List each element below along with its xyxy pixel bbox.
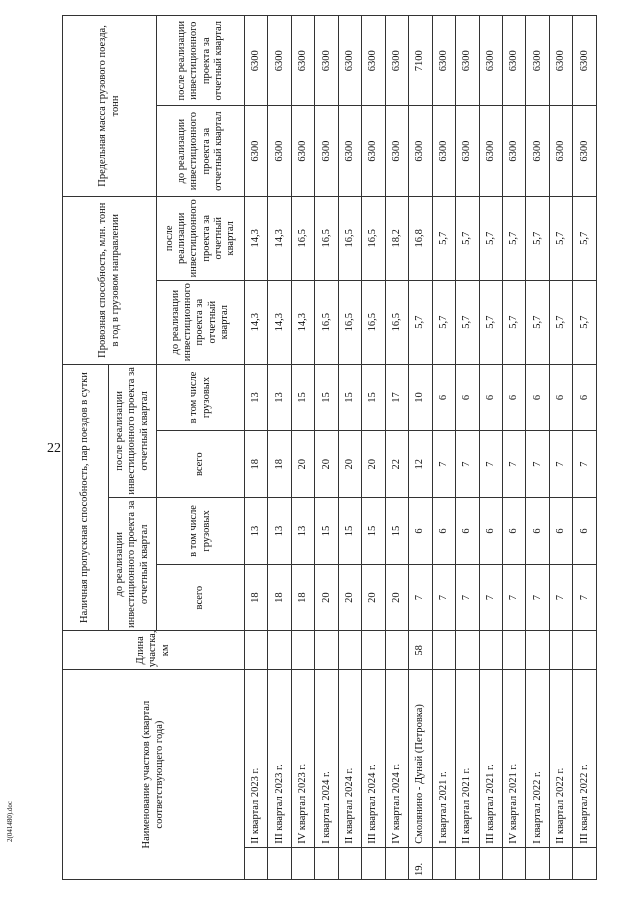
- row-carrying-after: 16,5: [291, 196, 314, 280]
- row-mass-after: 6300: [315, 16, 338, 106]
- row-after-freight: 6: [549, 364, 572, 431]
- row-after-total: 18: [268, 431, 291, 498]
- row-before-freight: 15: [362, 498, 385, 565]
- row-carrying-before: 5,7: [502, 280, 525, 364]
- row-after-freight: 15: [362, 364, 385, 431]
- row-mass-before: 6300: [573, 106, 597, 196]
- row-name: III квартал 2021 г.: [479, 670, 502, 848]
- row-after-freight: 6: [502, 364, 525, 431]
- row-length: 58: [409, 631, 432, 670]
- row-carrying-after: 5,7: [456, 196, 479, 280]
- table-row: [338, 16, 361, 880]
- row-name: III квартал 2023 г.: [268, 670, 291, 848]
- row-carrying-after: 5,7: [502, 196, 525, 280]
- header-after: после реализации инвестиционного проекта за отчетный квартал: [109, 364, 157, 497]
- row-mass-after: 7100: [409, 16, 432, 106]
- row-before-total: 20: [362, 564, 385, 631]
- row-before-total: 7: [456, 564, 479, 631]
- row-before-total: 20: [315, 564, 338, 631]
- row-before-total: 18: [291, 564, 314, 631]
- row-index: [315, 847, 338, 879]
- row-mass-before: 6300: [432, 106, 455, 196]
- table-row: [385, 16, 408, 880]
- row-length: [549, 631, 572, 670]
- row-index: [549, 847, 572, 879]
- row-carrying-before: 5,7: [479, 280, 502, 364]
- row-after-freight: 10: [409, 364, 432, 431]
- row-before-freight: 6: [479, 498, 502, 565]
- capacity-table: [62, 15, 597, 880]
- row-carrying-after: 5,7: [432, 196, 455, 280]
- row-length: [526, 631, 549, 670]
- row-after-total: 12: [409, 431, 432, 498]
- row-carrying-before: 14,3: [268, 280, 291, 364]
- row-after-total: 22: [385, 431, 408, 498]
- row-before-total: 18: [245, 564, 268, 631]
- row-after-freight: 6: [526, 364, 549, 431]
- row-mass-before: 6300: [549, 106, 572, 196]
- row-mass-before: 6300: [526, 106, 549, 196]
- row-mass-after: 6300: [245, 16, 268, 106]
- row-mass-after: 6300: [456, 16, 479, 106]
- row-before-freight: 6: [409, 498, 432, 565]
- row-index: [432, 847, 455, 879]
- row-name: III квартал 2022 г.: [573, 670, 597, 848]
- row-mass-after: 6300: [479, 16, 502, 106]
- row-mass-before: 6300: [362, 106, 385, 196]
- row-mass-before: 6300: [268, 106, 291, 196]
- row-length: [385, 631, 408, 670]
- row-after-freight: 6: [573, 364, 597, 431]
- row-name: I квартал 2024 г.: [315, 670, 338, 848]
- row-carrying-before: 5,7: [573, 280, 597, 364]
- row-after-total: 20: [315, 431, 338, 498]
- table-row: [456, 16, 479, 880]
- row-mass-after: 6300: [432, 16, 455, 106]
- header-mass-after: после реализации инвестиционного проекта за отчетный квартал: [157, 16, 245, 106]
- row-mass-after: 6300: [573, 16, 597, 106]
- header-length: Длина участка, км: [63, 631, 245, 670]
- row-name: II квартал 2022 г.: [549, 670, 572, 848]
- table-row: [526, 16, 549, 880]
- row-after-total: 7: [479, 431, 502, 498]
- table-row: [315, 16, 338, 880]
- row-carrying-after: 14,3: [268, 196, 291, 280]
- row-after-total: 7: [549, 431, 572, 498]
- row-name: Смолянино - Дунай (Петровка): [409, 670, 432, 848]
- row-after-freight: 13: [245, 364, 268, 431]
- row-name: IV квартал 2021 г.: [502, 670, 525, 848]
- row-name: II квартал 2023 г.: [245, 670, 268, 848]
- row-carrying-after: 5,7: [526, 196, 549, 280]
- row-before-freight: 15: [338, 498, 361, 565]
- row-mass-before: 6300: [479, 106, 502, 196]
- row-mass-after: 6300: [291, 16, 314, 106]
- row-length: [268, 631, 291, 670]
- row-before-total: 7: [526, 564, 549, 631]
- row-after-total: 7: [573, 431, 597, 498]
- table-row: [291, 16, 314, 880]
- table-row: [245, 16, 268, 880]
- row-index: [502, 847, 525, 879]
- row-carrying-before: 16,5: [338, 280, 361, 364]
- row-mass-after: 6300: [549, 16, 572, 106]
- row-name: II квартал 2024 г.: [338, 670, 361, 848]
- row-mass-after: 6300: [362, 16, 385, 106]
- row-index: [338, 847, 361, 879]
- row-carrying-after: 5,7: [479, 196, 502, 280]
- row-index: [526, 847, 549, 879]
- rotated-table-container: [62, 15, 597, 880]
- row-name: I квартал 2022 г.: [526, 670, 549, 848]
- row-after-freight: 17: [385, 364, 408, 431]
- table-row: [268, 16, 291, 880]
- row-index: [456, 847, 479, 879]
- footer-code: 2(041480).doc: [6, 800, 14, 842]
- row-mass-before: 6300: [456, 106, 479, 196]
- row-carrying-before: 5,7: [409, 280, 432, 364]
- row-length: [456, 631, 479, 670]
- row-before-total: 7: [479, 564, 502, 631]
- row-mass-before: 6300: [245, 106, 268, 196]
- row-before-freight: 13: [291, 498, 314, 565]
- row-mass-after: 6300: [385, 16, 408, 106]
- row-carrying-before: 5,7: [549, 280, 572, 364]
- row-before-freight: 15: [385, 498, 408, 565]
- row-carrying-after: 5,7: [573, 196, 597, 280]
- row-name: IV квартал 2024 г.: [385, 670, 408, 848]
- row-mass-before: 6300: [338, 106, 361, 196]
- row-index: [291, 847, 314, 879]
- row-mass-after: 6300: [526, 16, 549, 106]
- row-after-total: 20: [338, 431, 361, 498]
- row-carrying-after: 5,7: [549, 196, 572, 280]
- table-row: [549, 16, 572, 880]
- row-length: [245, 631, 268, 670]
- row-carrying-before: 16,5: [362, 280, 385, 364]
- row-carrying-after: 18,2: [385, 196, 408, 280]
- row-index: [362, 847, 385, 879]
- row-before-freight: 6: [526, 498, 549, 565]
- row-before-freight: 6: [432, 498, 455, 565]
- row-before-freight: 6: [573, 498, 597, 565]
- row-index: [268, 847, 291, 879]
- header-capacity-pairs: Наличная пропускная способность, пар поездов в сутки: [63, 364, 109, 631]
- header-carrying-before: до реализации инвестиционного проекта за отчетный квартал: [157, 280, 245, 364]
- table-row: [432, 16, 455, 880]
- row-after-freight: 6: [432, 364, 455, 431]
- row-name: IV квартал 2023 г.: [291, 670, 314, 848]
- row-before-total: 7: [432, 564, 455, 631]
- row-length: [362, 631, 385, 670]
- table-region: [62, 15, 597, 880]
- table-row: [362, 16, 385, 880]
- row-name: II квартал 2021 г.: [456, 670, 479, 848]
- header-name: Наименование участков (квартал соответствующего года): [63, 670, 245, 880]
- row-before-freight: 6: [456, 498, 479, 565]
- row-carrying-before: 16,5: [385, 280, 408, 364]
- row-carrying-before: 16,5: [315, 280, 338, 364]
- row-after-freight: 15: [315, 364, 338, 431]
- row-after-freight: 6: [479, 364, 502, 431]
- row-index: [479, 847, 502, 879]
- row-carrying-after: 14,3: [245, 196, 268, 280]
- row-length: [479, 631, 502, 670]
- row-index: [245, 847, 268, 879]
- header-after-total: всего: [157, 431, 245, 498]
- header-before-total: всего: [157, 564, 245, 631]
- row-length: [315, 631, 338, 670]
- row-carrying-before: 5,7: [432, 280, 455, 364]
- row-length: [502, 631, 525, 670]
- row-length: [291, 631, 314, 670]
- row-after-total: 20: [291, 431, 314, 498]
- row-carrying-before: 14,3: [245, 280, 268, 364]
- table-body: [245, 16, 597, 880]
- row-before-freight: 15: [315, 498, 338, 565]
- row-before-freight: 6: [502, 498, 525, 565]
- row-before-freight: 13: [268, 498, 291, 565]
- header-mass-before: до реализации инвестиционного проекта за отчетный квартал: [157, 106, 245, 196]
- row-mass-before: 6300: [291, 106, 314, 196]
- table-row: [479, 16, 502, 880]
- header-before-freight: в том числе грузовых: [157, 498, 245, 565]
- row-before-total: 7: [409, 564, 432, 631]
- row-before-freight: 13: [245, 498, 268, 565]
- row-mass-after: 6300: [268, 16, 291, 106]
- row-after-freight: 15: [291, 364, 314, 431]
- row-after-freight: 15: [338, 364, 361, 431]
- row-before-total: 20: [338, 564, 361, 631]
- table-row: [409, 16, 432, 880]
- header-carrying: Провозная способность, млн. тонн в год в грузовом направлении: [63, 196, 157, 364]
- row-carrying-before: 14,3: [291, 280, 314, 364]
- header-mass: Предельная масса грузового поезда, тонн: [63, 16, 157, 197]
- row-carrying-before: 5,7: [526, 280, 549, 364]
- row-length: [573, 631, 597, 670]
- row-mass-before: 6300: [409, 106, 432, 196]
- row-carrying-after: 16,5: [315, 196, 338, 280]
- row-mass-before: 6300: [502, 106, 525, 196]
- row-mass-before: 6300: [385, 106, 408, 196]
- row-index: [385, 847, 408, 879]
- row-mass-after: 6300: [338, 16, 361, 106]
- row-index: [573, 847, 597, 879]
- header-before: до реализации инвестиционного проекта за отчетный квартал: [109, 498, 157, 631]
- row-name: I квартал 2021 г.: [432, 670, 455, 848]
- table-row: [502, 16, 525, 880]
- row-mass-before: 6300: [315, 106, 338, 196]
- row-after-total: 7: [432, 431, 455, 498]
- header-carrying-after: после реализации инвестиционного проекта за отчетный квартал: [157, 196, 245, 280]
- row-length: [338, 631, 361, 670]
- row-after-total: 18: [245, 431, 268, 498]
- row-name: III квартал 2024 г.: [362, 670, 385, 848]
- row-carrying-after: 16,8: [409, 196, 432, 280]
- row-carrying-after: 16,5: [338, 196, 361, 280]
- table-row: [573, 16, 597, 880]
- row-after-freight: 6: [456, 364, 479, 431]
- row-after-total: 20: [362, 431, 385, 498]
- row-before-freight: 6: [549, 498, 572, 565]
- row-after-freight: 13: [268, 364, 291, 431]
- row-before-total: 7: [573, 564, 597, 631]
- header-after-freight: в том числе грузовых: [157, 364, 245, 431]
- row-before-total: 7: [502, 564, 525, 631]
- row-after-total: 7: [526, 431, 549, 498]
- row-after-total: 7: [456, 431, 479, 498]
- row-length: [432, 631, 455, 670]
- page-number: 22: [47, 441, 61, 456]
- row-before-total: 18: [268, 564, 291, 631]
- row-carrying-before: 5,7: [456, 280, 479, 364]
- row-before-total: 20: [385, 564, 408, 631]
- row-index: 19.: [409, 847, 432, 879]
- row-before-total: 7: [549, 564, 572, 631]
- row-mass-after: 6300: [502, 16, 525, 106]
- row-after-total: 7: [502, 431, 525, 498]
- row-carrying-after: 16,5: [362, 196, 385, 280]
